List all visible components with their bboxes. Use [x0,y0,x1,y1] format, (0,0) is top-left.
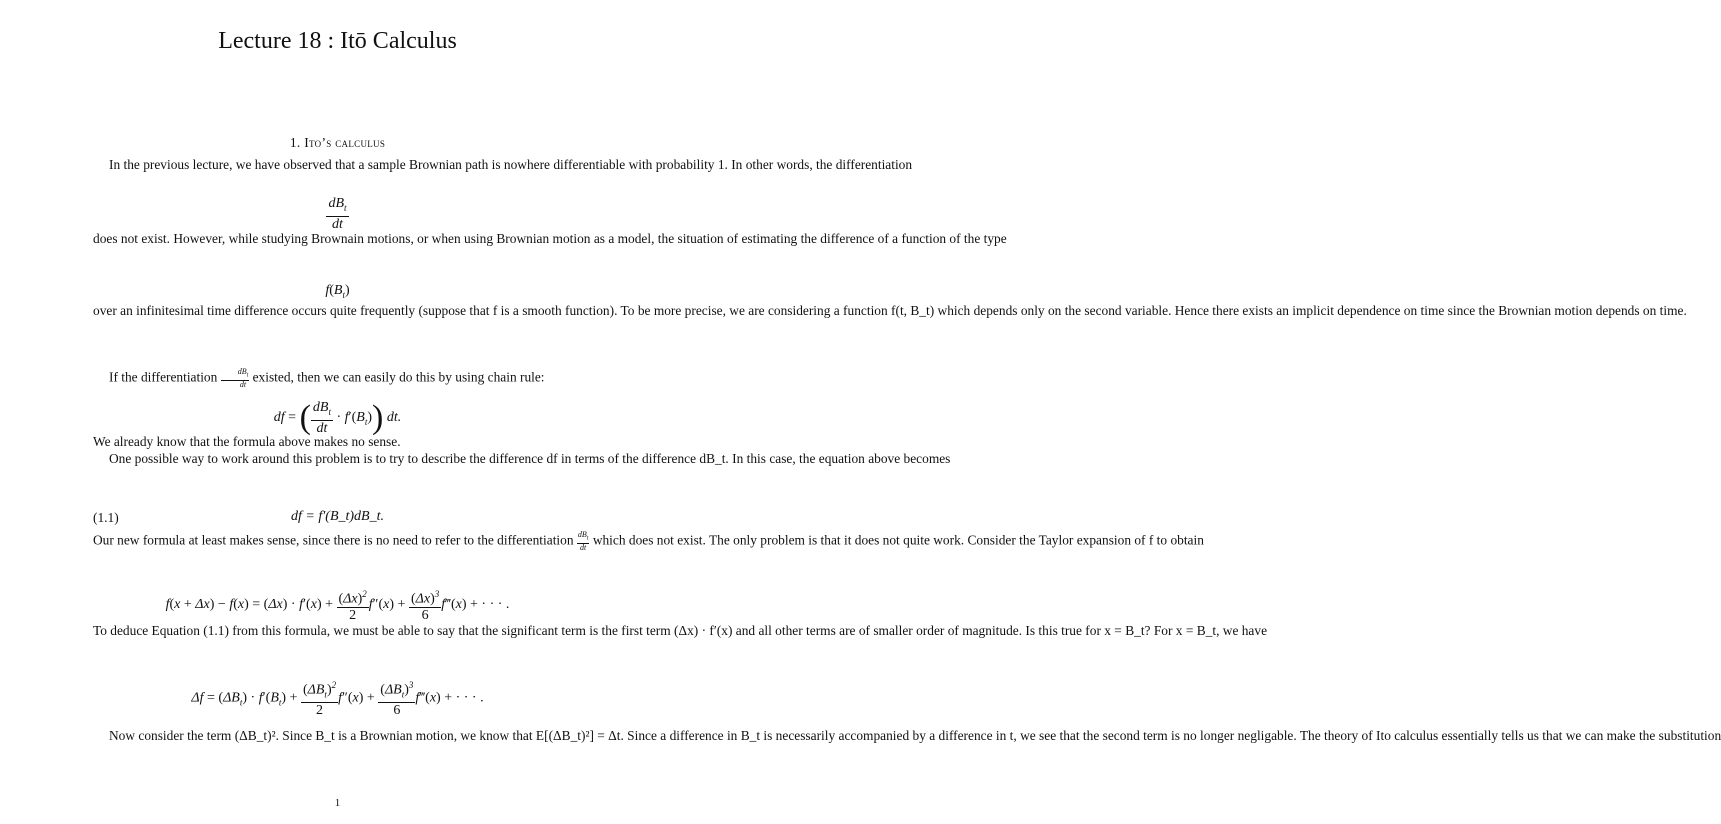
paragraph-4: If the differentiation $dB_t$ dt existed, then we can easily do this by using chain rule: [109,367,545,389]
paragraph-4-end: existed, then we can easily do this by using chain rule: [252,369,545,385]
paragraph-8: To deduce Equation (1.1) from this formula, we must be able to say that the significant term is the first term (Δx) · f′(x) and all other terms are of smaller order of magnitude. Is this true for x = B_t? For x = B_t, we have [93,623,1268,638]
equation-tag: (1.1) [93,510,119,525]
paragraph-5: We already know that the formula above makes no sense. [93,434,401,449]
page-title: Lecture 18 : Itō Calculus [218,28,457,54]
display-derivative: $\frac{dB_t}{dt}$ [328,196,347,232]
page-number: 1 [334,797,341,809]
paragraph-7: Our new formula at least makes sense, since there is no need to refer to the differentiation $dB_t$ dt which does not exist. The only problem is that it does not quite work. Consider the Taylor expansion of f to obtain [93,530,1204,552]
paragraph-1: In the previous lecture, we have observed that a sample Brownian path is nowhere differentiable with probability 1. In other words, the differentiation [109,157,913,172]
section-number: 1. [289,135,301,150]
display-function: $f(B_t)$ [325,283,350,300]
paragraph-9: Now consider the term (ΔB_t)². Since B_t is a Brownian motion, we know that E[(ΔB_t)²] = Δt. Since a difference in B_t is necessarily accompanied by a difference in t, we see that the second term is no longer negligable. The theory of Ito calculus essentially tells us that we can make the substitution [109,728,1721,743]
display-chain-rule: df = ( $\frac{dB_t}{dt}$ · $f'(B_t)$) dt. [273,398,402,436]
equation-1-1: df = f′(B_t)dB_t. [291,509,384,524]
paragraph-4-start: If the differentiation [109,369,218,385]
display-delta-f: $\Delta f = (\Delta B_t) \cdot f'(B_t)$ + $\frac{(\Delta B_t)^2}{2}$ f″(x) + $\frac{(\Delta B_t)^3}{6}$ f‴(x) + · · · . [191,680,484,719]
paragraph-3: over an infinitesimal time difference occurs quite frequently (suppose that f is a smooth function). To be more precise, we are considering a function f(t, B_t) which depends only on the second variable. Hence there exists an implicit dependence on time since the Brownian motion depends on time. [93,303,1687,318]
section-heading [0,135,675,151]
section-name: Ito’s calculus [304,135,386,150]
display-taylor: f(x + Δx) − f(x) = (Δx) · f′(x) + $\frac{(\Delta x)^2}{2}$ f″(x) + $\frac{(\Delta x)^3}{6}$ f‴(x) + · · · . [165,589,510,623]
paragraph-2: does not exist. However, while studying Brownain motions, or when using Brownian motion as a model, the situation of estimating the difference of a function of the type [93,231,1007,246]
paragraph-7-end: which does not exist. The only problem is that it does not quite work. Consider the Taylor expansion of f to obtain [592,532,1204,548]
paragraph-6: One possible way to work around this problem is to try to describe the difference df in terms of the difference dB_t. In this case, the equation above becomes [109,451,951,466]
paragraph-7-start: Our new formula at least makes sense, since there is no need to refer to the differentiation [93,532,574,548]
